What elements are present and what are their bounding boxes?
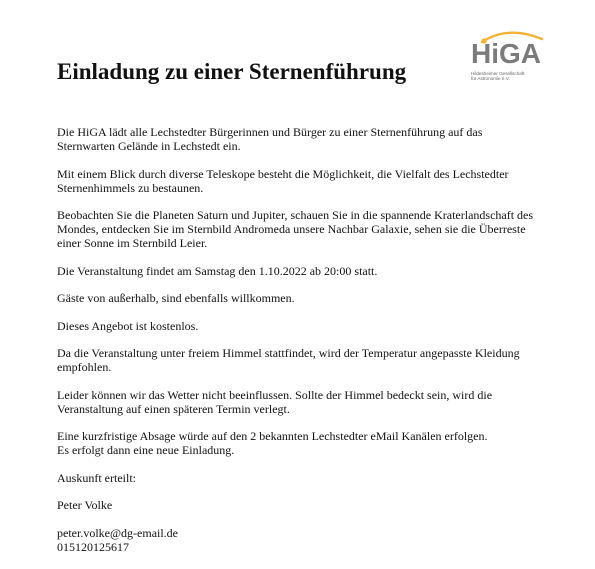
paragraph-5 [57,291,543,305]
paragraph-line: Es erfolgt dann eine neue Einladung. [57,443,235,457]
paragraph-line: Eine kurzfristige Absage würde auf den 2 bekannten Lechstedter eMail Kanälen erfolgen. [57,429,488,443]
paragraph-line: Beobachten Sie die Planeten Saturn und Jupiter, schauen Sie in die spannende Kraterlandschaft des [57,208,534,222]
logo-wordmark: HiGA [471,38,541,69]
paragraph-line: Mondes, entdecken Sie im Sternbild Andromeda unsere Nachbar Galaxie, sehen sie die Überreste [57,222,526,236]
page-title: Einladung zu einer Sternenführung [57,59,407,84]
paragraph-line: Peter Volke [57,498,113,512]
logo-subtitle-line2: für Astronomie e.V. [471,76,510,82]
paragraph-2 [57,167,543,195]
paragraph-line: einer Sonne im Sternbild Leier. [57,236,208,250]
logo-subtitle [471,71,524,82]
paragraph-line: Mit einem Blick durch diverse Teleskope besteht die Möglichkeit, die Vielfalt des Lechstedter [57,166,509,181]
paragraph-line: Dieses Angebot ist kostenlos. [57,318,199,333]
paragraph-line: 015120125617 [57,539,129,554]
paragraph-4 [57,264,543,278]
paragraph-9 [57,429,543,457]
paragraph-line: peter.volke@dg-email.de [57,525,179,540]
higa-logo [468,27,546,85]
paragraph-8 [57,388,543,416]
paragraph-3 [57,208,543,250]
paragraph-line: Gäste von außerhalb, sind ebenfalls willkommen. [57,291,295,305]
paragraph-12 [57,526,543,554]
document-body [57,125,543,567]
logo-subtitle-line1: Hildesheimer Gesellschaft [471,71,525,76]
paragraph-line: empfohlen. [57,360,112,374]
paragraph-11 [57,498,543,512]
paragraph-6 [57,319,543,333]
paragraph-1 [57,125,543,153]
paragraph-line: Da die Veranstaltung unter freiem Himmel stattfindet, wird der Temperatur angepasste Kleidung [57,346,520,360]
paragraph-7 [57,346,543,374]
paragraph-line: Veranstaltung auf einen späteren Termin verlegt. [57,401,290,416]
paragraph-line: Sternenhimmels zu bestaunen. [57,180,204,195]
paragraph-line: Auskunft erteilt: [57,470,136,485]
paragraph-line: Die HiGA lädt alle Lechstedter Bürgerinnen und Bürger zu einer Sternenführung auf das [57,125,483,139]
paragraph-line: Sternwarten Gelände in Lechstedt ein. [57,139,241,153]
paragraph-10 [57,471,543,485]
paragraph-line: Die Veranstaltung findet am Samstag den 1.10.2022 ab 20:00 statt. [57,263,378,278]
paragraph-line: Leider können wir das Wetter nicht beeinflussen. Sollte der Himmel bedeckt sein, wird die [57,387,493,402]
